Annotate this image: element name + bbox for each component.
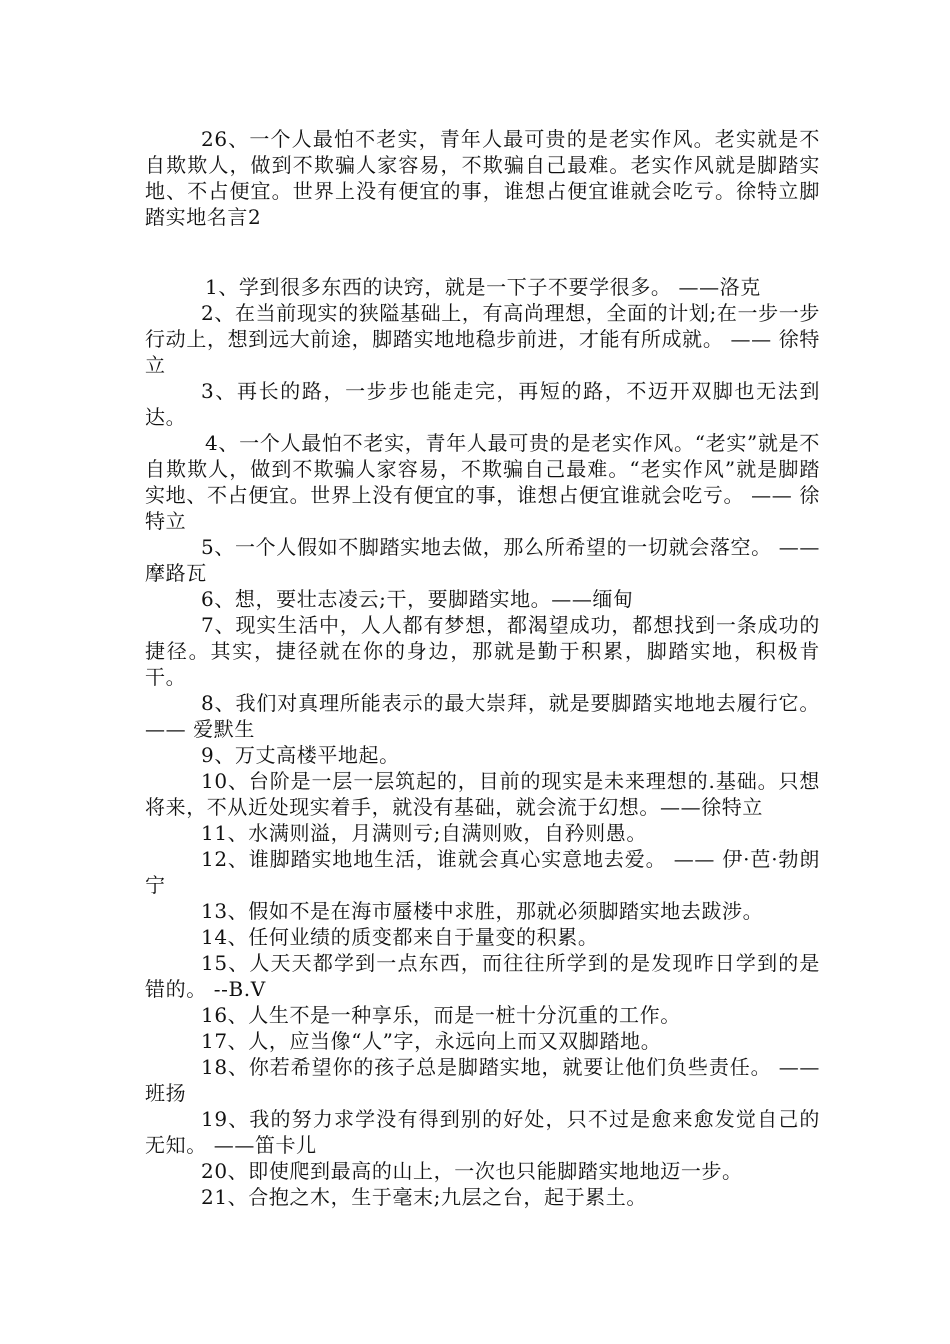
quote-item: 6、想，要壮志凌云;干，要脚踏实地。——缅甸 (201, 587, 634, 611)
quote-item: 14、任何业绩的质变都来自于量变的积累。 (201, 925, 599, 949)
intro-paragraph: 26、一个人最怕不老实，青年人最可贵的是老实作风。老实就是不自欺欺人，做到不欺骗人家容易，不欺骗自己最难。老实作风就是脚踏实地、不占便宜。世界上没有便宜的事，谁想占便宜谁就会吃亏。徐特立脚踏实地名言2 (145, 127, 820, 229)
quote-item: 20、即使爬到最高的山上，一次也只能脚踏实地地迈一步。 (201, 1159, 743, 1183)
quote-item: 2、在当前现实的狭隘基础上，有高尚理想，全面的计划;在一步一步行动上，想到远大前途，脚踏实地地稳步前进，才能有所成就。 —— 徐特立 (145, 301, 820, 377)
quote-item: 21、合抱之木，生于毫末;九层之台，起于累土。 (201, 1185, 647, 1209)
quote-item: 7、现实生活中，人人都有梦想，都渴望成功，都想找到一条成功的捷径。其实，捷径就在你的身边，那就是勤于积累，脚踏实地，积极肯干。 (145, 613, 820, 689)
quote-item: 12、谁脚踏实地地生活，谁就会真心实意地去爱。 —— 伊·芭·勃朗宁 (145, 847, 820, 897)
quote-item: 16、人生不是一种享乐，而是一桩十分沉重的工作。 (201, 1003, 681, 1027)
quote-item: 10、台阶是一层一层筑起的，目前的现实是未来理想的.基础。只想将来，不从近处现实着手，就没有基础，就会流于幻想。——徐特立 (145, 769, 820, 819)
quote-item: 4、一个人最怕不老实，青年人最可贵的是老实作风。“老实”就是不自欺欺人，做到不欺骗人家容易，不欺骗自己最难。“老实作风”就是脚踏实地、不占便宜。世界上没有便宜的事，谁想占便宜谁就会吃亏。 —— 徐特立 (145, 431, 820, 533)
quote-item: 3、再长的路，一步步也能走完，再短的路，不迈开双脚也无法到达。 (145, 379, 820, 429)
quote-item: 18、你若希望你的孩子总是脚踏实地，就要让他们负些责任。 ——班扬 (145, 1055, 820, 1105)
quote-item: 17、人，应当像“人”字，永远向上而又双脚踏地。 (201, 1029, 662, 1053)
quote-item: 19、我的努力求学没有得到别的好处，只不过是愈来愈发觉自己的无知。 ——笛卡儿 (145, 1107, 820, 1157)
intro-section (145, 126, 820, 230)
quote-list (145, 274, 820, 1210)
quote-item: 5、一个人假如不脚踏实地去做，那么所希望的一切就会落空。 ——摩路瓦 (145, 535, 820, 585)
quote-item: 8、我们对真理所能表示的最大崇拜，就是要脚踏实地地去履行它。 —— 爱默生 (145, 691, 820, 741)
quote-item: 13、假如不是在海市蜃楼中求胜，那就必须脚踏实地去跋涉。 (201, 899, 764, 923)
quote-item: 11、水满则溢，月满则亏;自满则败，自矜则愚。 (201, 821, 647, 845)
quote-item: 15、人天天都学到一点东西，而往往所学到的是发现昨日学到的是错的。 --B.V (145, 951, 820, 1001)
quote-item: 1、学到很多东西的诀窍，就是一下子不要学很多。 ——洛克 (205, 275, 761, 299)
quote-item: 9、万丈高楼平地起。 (201, 743, 400, 767)
